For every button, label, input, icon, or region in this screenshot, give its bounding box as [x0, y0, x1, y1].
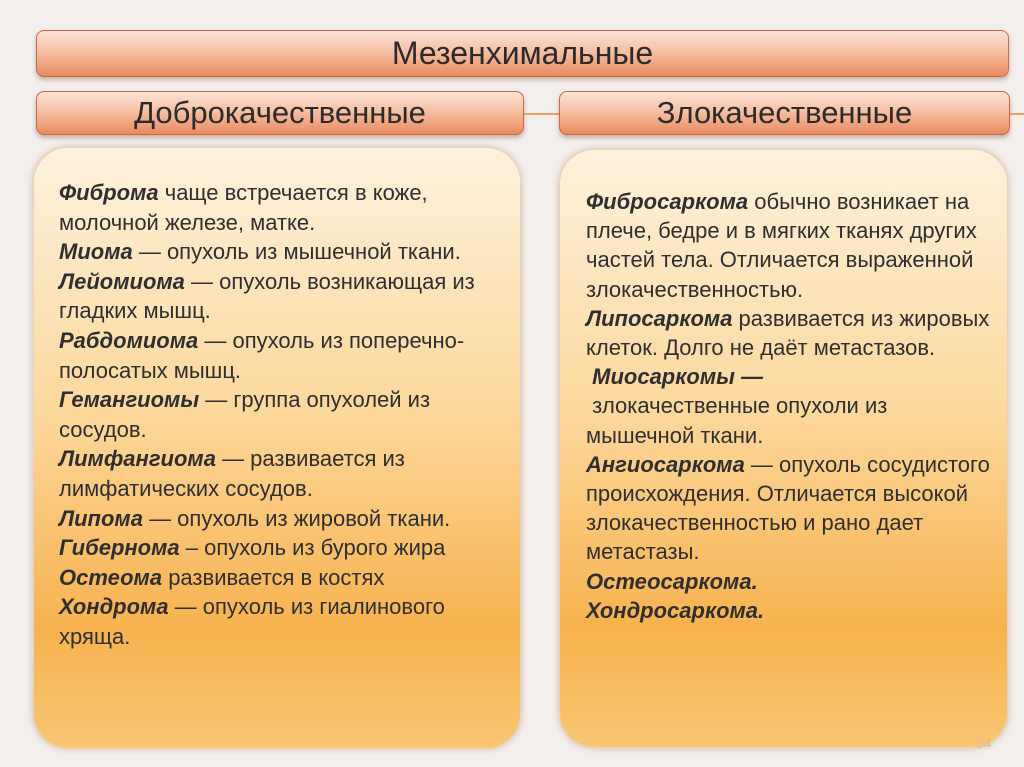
benign-header: Доброкачественные [36, 91, 524, 135]
tumor-name: Липосаркома [586, 305, 733, 331]
tumor-description: – опухоль из бурого жира [179, 535, 446, 561]
tumor-description: — опухоль из мышечной ткани. [132, 239, 461, 265]
list-item [59, 533, 508, 563]
list-item [586, 304, 997, 362]
list-item [586, 187, 997, 304]
tumor-name: Хондросаркома. [586, 597, 765, 623]
list-item [59, 178, 508, 237]
tumor-description: злокачественные опухоли из мышечной ткани. [586, 393, 894, 448]
list-item [586, 362, 997, 450]
tumor-description: развивается из жировых клеток. Долго не даёт метастазов. [586, 305, 990, 361]
tumor-name: Хондрома [59, 594, 169, 620]
tumor-description: — развивается из лимфатических сосудов. [59, 446, 405, 501]
tumor-name: Остеосаркома. [586, 568, 758, 594]
tumor-name: Фиброма [59, 180, 159, 205]
page-title: Мезенхимальные [36, 30, 1009, 77]
list-item [59, 326, 508, 385]
list-item [59, 563, 508, 593]
list-item [59, 592, 508, 651]
tumor-name: Гемангиомы [59, 387, 200, 413]
tumor-description: — опухоль из гиалинового хряща. [59, 594, 445, 649]
tumor-name: Гибернома [59, 535, 180, 561]
tumor-name: Ангиосаркома [586, 451, 745, 477]
page-number: 54 [976, 735, 992, 751]
tumor-description: — опухоль сосудистого происхождения. Отличается высокой злокачественностью и рано дает метастазы. [586, 451, 990, 565]
list-item [59, 385, 508, 444]
tumor-name: Липома [59, 505, 143, 531]
list-item [59, 267, 508, 326]
tumor-description: — опухоль возникающая из гладких мышц. [59, 268, 475, 324]
tumor-name: Лейомиома [59, 268, 185, 294]
tumor-name: Фибросаркома [586, 189, 749, 214]
list-item [586, 450, 997, 567]
list-item [59, 504, 508, 534]
tumor-name: Миома [59, 239, 133, 265]
malignant-card [560, 150, 1007, 747]
tumor-description: — опухоль из поперечно-полосатых мышц. [59, 327, 465, 383]
list-item [59, 444, 508, 503]
tumor-description: чаще встречается в коже, молочной железе, матке. [59, 180, 428, 235]
tumor-description: — опухоль из жировой ткани. [142, 505, 451, 531]
tumor-description: — группа опухолей из сосудов. [59, 387, 431, 442]
tumor-name: Рабдомиома [59, 327, 199, 353]
tumor-description: развивается в костях [162, 564, 385, 590]
tumor-name: Остеома [59, 564, 163, 590]
list-item [586, 596, 997, 625]
tumor-name: Миосаркомы — [586, 364, 764, 390]
benign-card [34, 148, 520, 748]
header-connector-right [1010, 113, 1024, 115]
list-item [586, 567, 997, 596]
tumor-description: обычно возникает на плече, бедре и в мягких тканях других частей тела. Отличается выраженной злокачественностью. [586, 189, 977, 302]
header-connector [524, 113, 559, 115]
list-item [59, 237, 508, 267]
malignant-header: Злокачественные [559, 91, 1010, 135]
tumor-name: Лимфангиома [59, 446, 216, 472]
